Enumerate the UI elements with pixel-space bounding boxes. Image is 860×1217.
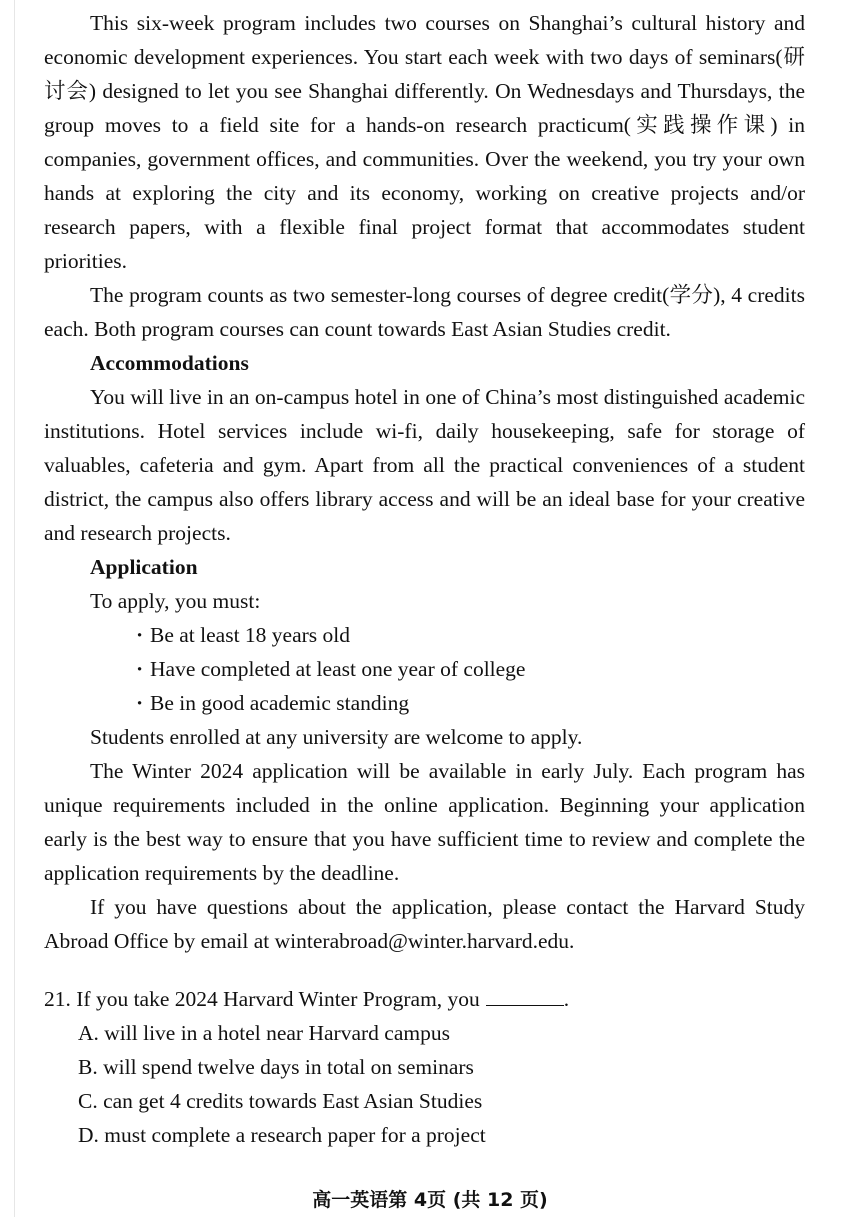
paragraph-contact: If you have questions about the application, please contact the Harvard Study Abroad Office by email at winterabroad@winter.harvard.edu.: [44, 895, 805, 953]
requirements-list: [44, 618, 805, 720]
option-b: B. will spend twelve days in total on seminars: [78, 1055, 474, 1079]
paragraph-credits: The program counts as two semester-long courses of degree credit(学分), 4 credits each. Both program courses can count towards East Asian Studies credit.: [44, 283, 805, 341]
question-stem-text: 21. If you take 2024 Harvard Winter Program, you: [44, 987, 480, 1011]
paragraph-accommodations: You will live in an on-campus hotel in one of China’s most distinguished academic institutions. Hotel services include wi-fi, daily housekeeping, safe for storage of valuables, cafeteria and gym. Apart from all the practical conveniences of a student district, the campus also offers library access and will be an ideal base for your creative and research projects.: [44, 385, 805, 545]
answer-blank: [486, 983, 564, 1006]
paragraph-application-timeline: The Winter 2024 application will be available in early July. Each program has unique requirements included in the online application. Beginning your application early is the best way to ensure that you have sufficient time to review and complete the application requirements by the deadline.: [44, 759, 805, 885]
question-stem: 21. If you take 2024 Harvard Winter Program, you .: [44, 982, 805, 1016]
option-a: A. will live in a hotel near Harvard campus: [78, 1021, 450, 1045]
document-page: [44, 6, 805, 1152]
requirement-item: · Be at least 18 years old: [136, 618, 805, 652]
heading-accommodations: Accommodations: [90, 351, 249, 375]
paragraph-program-overview: This six-week program includes two courses on Shanghai’s cultural history and economic development experiences. You start each week with two days of seminars(研讨会) designed to let you see Shanghai differently. On Wednesdays and Thursdays, the group moves to a field site for a hands-on research practicum(实践操作课) in companies, government offices, and communities. Over the weekend, you try your own hands at exploring the city and its economy, working on creative projects and/or research papers, with a flexible final project format that accommodates student priorities.: [44, 11, 805, 273]
paragraph-eligibility: Students enrolled at any university are welcome to apply.: [90, 725, 583, 749]
option-c: C. can get 4 credits towards East Asian Studies: [78, 1089, 483, 1113]
requirement-item: · Have completed at least one year of college: [136, 652, 805, 686]
requirement-item: · Be in good academic standing: [136, 686, 805, 720]
question-21: [44, 982, 805, 1152]
page-footer: 高一英语第 4页 (共 12 页): [312, 1189, 548, 1211]
option-d: D. must complete a research paper for a project: [78, 1123, 486, 1147]
page-edge-line: [14, 0, 15, 1217]
heading-application: Application: [90, 555, 198, 579]
apply-intro: To apply, you must:: [90, 589, 261, 613]
